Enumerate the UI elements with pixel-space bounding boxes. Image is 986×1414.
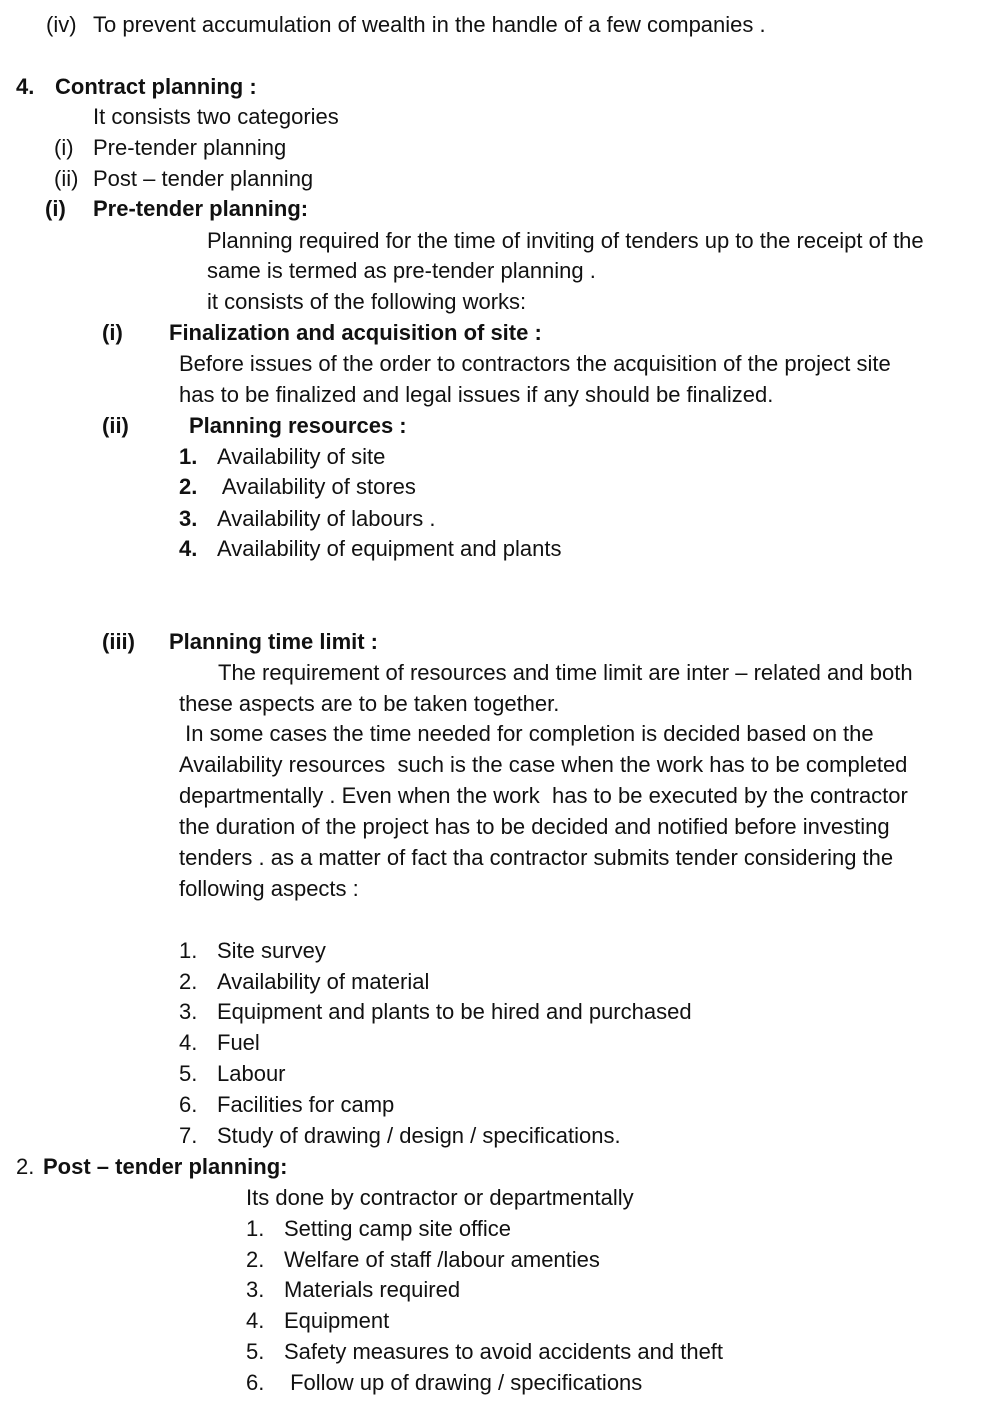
list-number: 3.: [246, 1277, 265, 1302]
paragraph-line: In some cases the time needed for completion is decided based on the: [179, 721, 874, 746]
list-item: Availability of site: [217, 444, 386, 469]
list-number: 4.: [246, 1308, 265, 1333]
list-item: Availability of stores: [217, 474, 416, 499]
list-number: 1.: [179, 938, 198, 963]
list-number: 2.: [179, 474, 198, 499]
list-item: Equipment and plants to be hired and purchased: [217, 999, 692, 1024]
list-number: 7.: [179, 1123, 198, 1148]
paragraph-line: The requirement of resources and time limit are inter – related and both: [218, 660, 913, 685]
list-item: Follow up of drawing / specifications: [284, 1370, 643, 1395]
list-item: Safety measures to avoid accidents and theft: [284, 1339, 724, 1364]
list-item: Post – tender planning: [93, 166, 314, 191]
list-item: Fuel: [217, 1030, 260, 1055]
section-intro: It consists two categories: [93, 104, 339, 129]
list-item: Site survey: [217, 938, 326, 963]
list-item: Availability of labours .: [217, 506, 436, 531]
list-number: (ii): [54, 166, 79, 191]
work-heading: Planning resources :: [189, 413, 407, 438]
intro-text: To prevent accumulation of wealth in the handle of a few companies .: [93, 12, 766, 37]
list-item: Availability of material: [217, 969, 430, 994]
paragraph-line: tenders . as a matter of fact tha contractor submits tender considering the: [179, 845, 894, 870]
list-item: Facilities for camp: [217, 1092, 395, 1117]
work-number: (iii): [102, 629, 135, 654]
work-number: (ii): [102, 413, 129, 438]
list-number: 6.: [246, 1370, 265, 1395]
list-item: Materials required: [284, 1277, 461, 1302]
list-number: (iv): [46, 12, 77, 37]
section-heading: Contract planning :: [55, 74, 257, 99]
paragraph-line: the duration of the project has to be decided and notified before investing: [179, 814, 890, 839]
paragraph-line: departmentally . Even when the work has to be executed by the contractor: [179, 783, 908, 808]
paragraph-line: it consists of the following works:: [207, 289, 527, 314]
paragraph-line: Availability resources such is the case when the work has to be completed: [179, 752, 908, 777]
list-item: Labour: [217, 1061, 286, 1086]
list-item: Pre-tender planning: [93, 135, 287, 160]
paragraph-line: Before issues of the order to contractors the acquisition of the project site: [179, 351, 891, 376]
list-number: 2.: [246, 1247, 265, 1272]
section-number: 2.: [16, 1154, 35, 1179]
paragraph-line: has to be finalized and legal issues if any should be finalized.: [179, 382, 774, 407]
work-number: (i): [102, 320, 123, 345]
list-number: 2.: [179, 969, 198, 994]
subsection-number: (i): [45, 196, 66, 221]
section-heading: Post – tender planning:: [43, 1154, 288, 1179]
paragraph-line: following aspects :: [179, 876, 359, 901]
paragraph-line: these aspects are to be taken together.: [179, 691, 560, 716]
list-item: Welfare of staff /labour amenties: [284, 1247, 600, 1272]
section-intro: Its done by contractor or departmentally: [246, 1185, 634, 1210]
list-number: 5.: [179, 1061, 198, 1086]
list-item: Study of drawing / design / specifications.: [217, 1123, 621, 1148]
list-number: 4.: [179, 536, 198, 561]
list-number: (i): [54, 135, 74, 160]
subsection-heading: Pre-tender planning:: [93, 196, 309, 221]
list-number: 4.: [179, 1030, 198, 1055]
list-number: 6.: [179, 1092, 198, 1117]
paragraph-line: same is termed as pre-tender planning .: [207, 258, 596, 283]
list-item: Setting camp site office: [284, 1216, 512, 1241]
work-heading: Finalization and acquisition of site :: [169, 320, 542, 345]
list-number: 1.: [179, 444, 198, 469]
list-item: Equipment: [284, 1308, 390, 1333]
list-number: 3.: [179, 506, 198, 531]
paragraph-line: Planning required for the time of inviting of tenders up to the receipt of the: [207, 228, 924, 253]
section-number: 4.: [16, 74, 35, 99]
list-number: 3.: [179, 999, 198, 1024]
list-number: 5.: [246, 1339, 265, 1364]
list-item: Availability of equipment and plants: [217, 536, 562, 561]
work-heading: Planning time limit :: [169, 629, 379, 654]
list-number: 1.: [246, 1216, 265, 1241]
